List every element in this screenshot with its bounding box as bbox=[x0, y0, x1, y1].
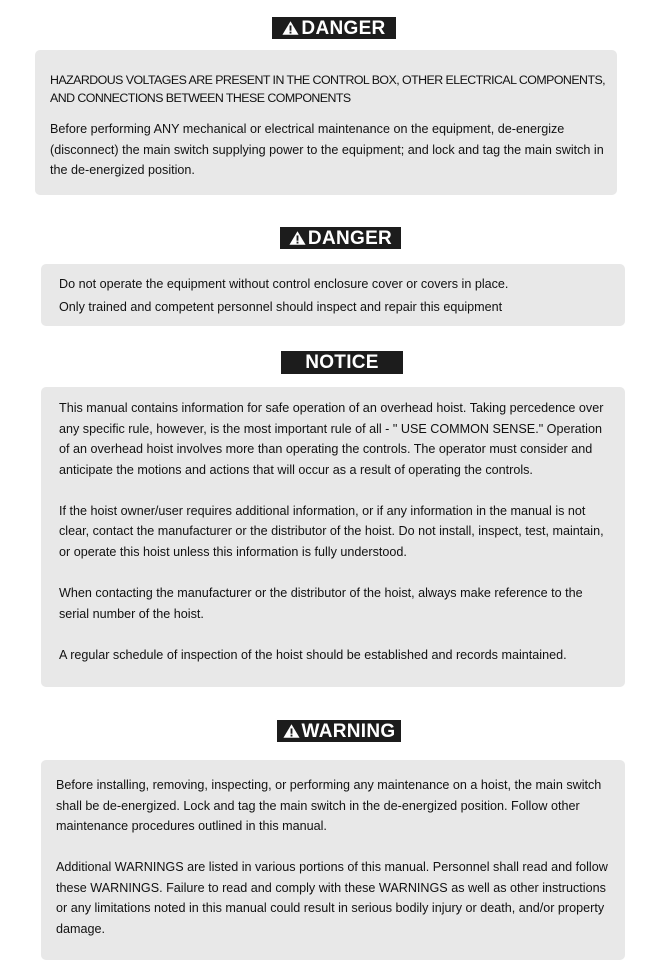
paragraph: Before performing ANY mechanical or electrical maintenance on the equipment, de-energize (disconnect) the main switch supplying power to the equipment; and lock and tag the main switch in the de-energized position. bbox=[50, 122, 604, 178]
warning-triangle-icon bbox=[283, 723, 300, 739]
paragraph: Additional WARNINGS are listed in various portions of this manual. Personnel shall read and follow these WARNINGS. Failure to read and comply with these WARNINGS as well as other instructions or any limitations noted in this manual could result in serious bodily injury or death, and/or property damage. bbox=[56, 860, 608, 937]
danger-label bbox=[272, 17, 396, 39]
notice-label bbox=[281, 351, 403, 374]
paragraph: Before installing, removing, inspecting, or performing any maintenance on a hoist, the main switch shall be de-energized. Lock and tag the main switch in the de-energized position. Follow other maintenance procedures outlined in this manual. bbox=[56, 778, 602, 834]
warning-box bbox=[41, 760, 625, 960]
hazard-heading: HAZARDOUS VOLTAGES ARE PRESENT IN THE CONTROL BOX, OTHER ELECTRICAL COMPONENTS, AND CONNECTIONS BETWEEN THESE COMPONENTS bbox=[50, 73, 606, 105]
danger-box-operation bbox=[41, 264, 625, 326]
danger-label bbox=[280, 227, 401, 249]
paragraph: When contacting the manufacturer or the distributor of the hoist, always make reference to the serial number of the hoist. bbox=[59, 586, 583, 621]
warning-triangle-icon bbox=[282, 20, 299, 36]
notice-box bbox=[41, 387, 625, 687]
paragraph: This manual contains information for safe operation of an overhead hoist. Taking percedence over any specific rule, however, is the most important rule of all - " USE COMMON SENSE." Operation of an overhead hoist involves more than operating the controls. The operator must consider and anticipate the motions and actions that will occur as a result of operating the controls. bbox=[59, 401, 604, 477]
warning-label-text: WARNING bbox=[301, 720, 396, 742]
paragraph: Only trained and competent personnel should inspect and repair this equipment bbox=[59, 300, 503, 314]
paragraph: If the hoist owner/user requires additional information, or if any information in the manual is not clear, contact the manufacturer or the distributor of the hoist. Do not install, inspect, test, maintain, or operate this hoist unless this information is fully understood. bbox=[59, 503, 604, 560]
paragraph: Do not operate the equipment without control enclosure cover or covers in place. bbox=[59, 277, 509, 291]
danger-label-text: DANGER bbox=[307, 227, 393, 249]
danger-box-voltage bbox=[35, 50, 617, 195]
warning-triangle-icon bbox=[289, 230, 306, 246]
notice-label-text: NOTICE bbox=[305, 352, 379, 373]
paragraph: A regular schedule of inspection of the hoist should be established and records maintained. bbox=[59, 647, 567, 662]
warning-label bbox=[277, 720, 401, 742]
danger-label-text: DANGER bbox=[301, 17, 386, 39]
